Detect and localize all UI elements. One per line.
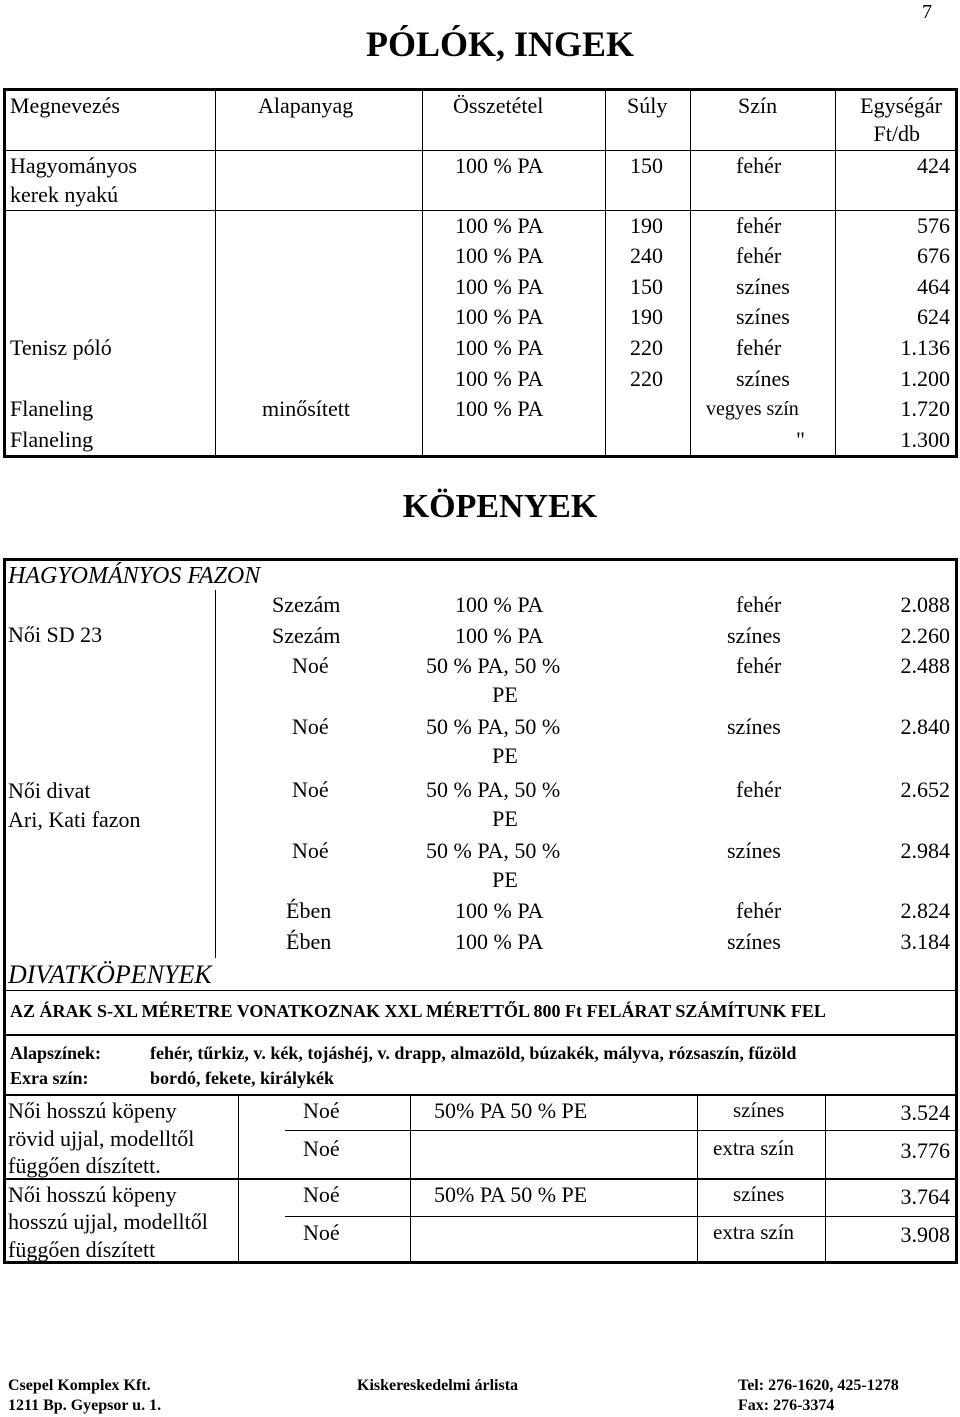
- shirt-weight: 150: [630, 274, 663, 299]
- section-traditional: HAGYOMÁNYOS FAZON: [8, 563, 261, 589]
- shirt-color: színes: [736, 366, 790, 391]
- shirt-composition: 100 % PA: [455, 366, 544, 391]
- robe-color: fehér: [736, 777, 782, 802]
- long-robe-short-sleeve-line3: függően díszített.: [8, 1153, 161, 1178]
- header-name: Megnevezés: [10, 93, 120, 118]
- extra-colors: bordó, fekete, királykék: [150, 1068, 334, 1088]
- shirt-price: 1.720: [900, 396, 950, 421]
- long-robe-long-sleeve-line1: Női hosszú köpeny: [8, 1182, 177, 1207]
- robe-color: színes: [727, 929, 781, 954]
- page-title: PÓLÓK, INGEK: [365, 24, 635, 64]
- shirt-name: Flaneling: [10, 427, 94, 452]
- robe-composition: 50 % PA, 50 %: [426, 777, 561, 802]
- header-material: Alapanyag: [258, 93, 354, 118]
- robe-color: fehér: [736, 898, 782, 923]
- long-robe-short-sleeve-line1: Női hosszú köpeny: [8, 1098, 177, 1123]
- robe-price: 2.984: [900, 838, 950, 863]
- robe-composition-line2: PE: [492, 743, 518, 768]
- robe-composition: 100 % PA: [455, 929, 544, 954]
- robe-color: színes: [727, 623, 781, 648]
- long-robe-color: extra szín: [713, 1220, 795, 1244]
- header-unit-price: Egységár: [860, 93, 942, 118]
- shirt-weight: 220: [630, 366, 663, 391]
- header-color: Szín: [738, 93, 778, 118]
- shirt-price: 1.300: [900, 427, 950, 452]
- robe-fabric: Szezám: [272, 623, 341, 648]
- robe-price: 2.840: [900, 714, 950, 739]
- robe-composition: 100 % PA: [455, 898, 544, 923]
- robe-price: 2.824: [900, 898, 950, 923]
- shirt-price: 576: [917, 213, 950, 238]
- long-robe-composition: 50% PA 50 % PE: [434, 1182, 588, 1207]
- shirt-price: 424: [917, 153, 950, 178]
- shirt-color: fehér: [736, 153, 782, 178]
- long-robe-fabric: Noé: [303, 1136, 340, 1161]
- size-notice: AZ ÁRAK S-XL MÉRETRE VONATKOZNAK XXL MÉRETTŐL 800 Ft FELÁRAT SZÁMÍTUNK FEL: [10, 1001, 826, 1021]
- header-composition: Összetétel: [453, 93, 544, 118]
- footer-company: Csepel Komplex Kft.: [8, 1377, 151, 1394]
- long-robe-price: 3.524: [900, 1100, 950, 1125]
- long-robe-fabric: Noé: [303, 1220, 340, 1245]
- shirt-color: fehér: [736, 335, 782, 360]
- shirt-composition: 100 % PA: [455, 153, 544, 178]
- robe-fabric: Noé: [292, 777, 329, 802]
- section-fashion-robes: DIVATKÖPENYEK: [8, 960, 212, 989]
- footer-address: 1211 Bp. Gyepsor u. 1.: [8, 1397, 162, 1414]
- shirt-composition: 100 % PA: [455, 213, 544, 238]
- robe-fabric: Noé: [292, 653, 329, 678]
- header-weight: Súly: [627, 93, 668, 118]
- robe-price: 2.488: [900, 653, 950, 678]
- robe-composition: 50 % PA, 50 %: [426, 838, 561, 863]
- shirt-price: 1.200: [900, 366, 950, 391]
- long-robe-fabric: Noé: [303, 1182, 340, 1207]
- robe-fabric: Ében: [286, 898, 332, 923]
- header-unit: Ft/db: [873, 121, 920, 146]
- shirt-color: vegyes szín: [706, 398, 799, 420]
- robe-fabric: Ében: [286, 929, 332, 954]
- robe-color: fehér: [736, 592, 782, 617]
- long-robe-long-sleeve-line3: függően díszített: [8, 1237, 156, 1262]
- robe-composition: 50 % PA, 50 %: [426, 714, 561, 739]
- shirt-weight: 240: [630, 243, 663, 268]
- shirt-name-line2: kerek nyakú: [10, 182, 119, 207]
- robe-color: színes: [727, 838, 781, 863]
- shirt-color: színes: [736, 304, 790, 329]
- long-robe-color: extra szín: [713, 1136, 795, 1160]
- shirt-composition: 100 % PA: [455, 335, 544, 360]
- shirt-price: 1.136: [900, 335, 950, 360]
- long-robe-price: 3.764: [900, 1184, 950, 1209]
- shirt-price: 624: [917, 304, 950, 329]
- robe-composition: 100 % PA: [455, 623, 544, 648]
- base-colors-label: Alapszínek:: [10, 1043, 102, 1063]
- group-ari-kati: Ari, Kati fazon: [8, 807, 141, 832]
- shirt-name: Tenisz póló: [10, 335, 112, 360]
- shirt-composition: 100 % PA: [455, 243, 544, 268]
- shirt-name: Hagyományos: [10, 153, 138, 178]
- base-colors: fehér, tűrkiz, v. kék, tojáshéj, v. drapp, almazöld, búzakék, mályva, rózsaszín, fűzöld: [150, 1043, 797, 1063]
- robe-color: színes: [727, 714, 781, 739]
- robe-composition: 100 % PA: [455, 592, 544, 617]
- shirt-color: fehér: [736, 243, 782, 268]
- robe-price: 3.184: [900, 929, 950, 954]
- robe-fabric: Noé: [292, 714, 329, 739]
- shirt-material: minősített: [262, 396, 350, 421]
- shirt-composition: 100 % PA: [455, 304, 544, 329]
- long-robe-short-sleeve-line2: rövid ujjal, modelltől: [8, 1126, 195, 1151]
- long-robe-fabric: Noé: [303, 1098, 340, 1123]
- shirt-weight: 220: [630, 335, 663, 360]
- long-robe-color: színes: [733, 1182, 785, 1206]
- robe-fabric: Szezám: [272, 592, 341, 617]
- robe-composition-line2: PE: [492, 682, 518, 707]
- robes-title: KÖPENYEK: [402, 488, 598, 525]
- shirt-composition: 100 % PA: [455, 274, 544, 299]
- shirt-weight: 190: [630, 213, 663, 238]
- robe-color: fehér: [736, 653, 782, 678]
- footer-fax: Fax: 276-3374: [738, 1397, 835, 1414]
- robe-price: 2.652: [900, 777, 950, 802]
- shirt-color: színes: [736, 274, 790, 299]
- footer-doc-title: Kiskereskedelmi árlista: [357, 1377, 519, 1394]
- shirt-price: 676: [917, 243, 950, 268]
- robe-price: 2.088: [900, 592, 950, 617]
- shirt-price: 464: [917, 274, 950, 299]
- robe-fabric: Noé: [292, 838, 329, 863]
- long-robe-composition: 50% PA 50 % PE: [434, 1098, 588, 1123]
- shirt-weight: 190: [630, 304, 663, 329]
- shirt-name: Flaneling: [10, 396, 94, 421]
- robe-composition-line2: PE: [492, 867, 518, 892]
- robe-composition-line2: PE: [492, 806, 518, 831]
- shirt-composition: 100 % PA: [455, 396, 544, 421]
- page-number: 7: [922, 1, 932, 23]
- shirt-weight: 150: [630, 153, 663, 178]
- robe-price: 2.260: [900, 623, 950, 648]
- extra-color-label: Exra szín:: [10, 1068, 89, 1088]
- footer-tel: Tel: 276-1620, 425-1278: [738, 1377, 899, 1394]
- robe-composition: 50 % PA, 50 %: [426, 653, 561, 678]
- shirt-color: ": [796, 427, 805, 452]
- group-fashion: Női divat: [8, 778, 91, 803]
- group-sd23: Női SD 23: [8, 622, 103, 647]
- long-robe-color: színes: [733, 1098, 785, 1122]
- long-robe-price: 3.908: [900, 1222, 950, 1247]
- shirt-color: fehér: [736, 213, 782, 238]
- long-robe-long-sleeve-line2: hosszú ujjal, modelltől: [8, 1209, 208, 1234]
- long-robe-price: 3.776: [900, 1138, 950, 1163]
